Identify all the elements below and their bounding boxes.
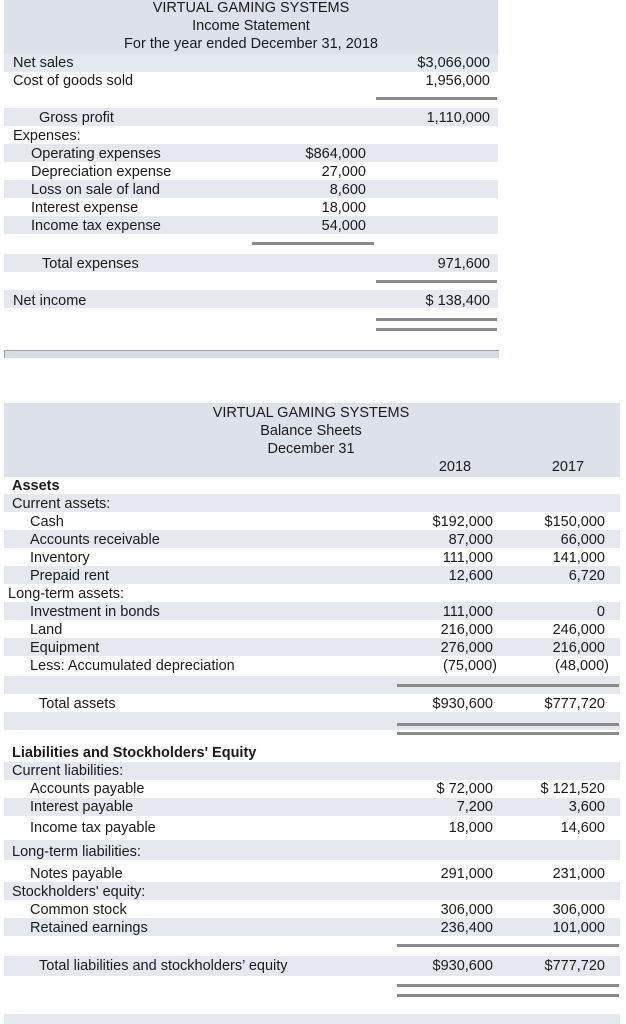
company-name: VIRTUAL GAMING SYSTEMS xyxy=(152,0,350,16)
accounts-payable-2017: $ 121,520 xyxy=(540,781,605,797)
investment-in-bonds-2018: 111,000 xyxy=(442,604,493,620)
cash-2018: $192,000 xyxy=(432,514,493,530)
retained-earnings-2017: 101,000 xyxy=(552,920,605,936)
income-tax-payable-2018: 18,000 xyxy=(448,820,493,836)
common-stock-label: Common stock xyxy=(30,902,127,918)
long-term-liabilities-heading: Long-term liabilities: xyxy=(12,844,141,860)
total-expenses-label: Total expenses xyxy=(42,256,139,272)
stockholders-equity-heading: Stockholders' equity: xyxy=(12,884,146,900)
statement-date: December 31 xyxy=(267,441,355,457)
income-tax-payable-2017: 14,600 xyxy=(560,820,605,836)
double-rule-top xyxy=(397,723,619,726)
subtotal-rule xyxy=(397,944,619,947)
year-2018-header: 2018 xyxy=(438,459,472,475)
notes-payable-label: Notes payable xyxy=(30,866,123,882)
expense-label: Income tax expense xyxy=(31,218,161,234)
year-2017-header: 2017 xyxy=(551,459,585,475)
land-label: Land xyxy=(30,622,63,638)
accounts-receivable-2018: 87,000 xyxy=(448,532,493,548)
double-rule-bottom xyxy=(397,732,619,735)
gross-profit-label: Gross profit xyxy=(39,110,114,126)
interest-payable-2018: 7,200 xyxy=(456,799,493,815)
total-liabilities-equity-label: Total liabilities and stockholders’ equity xyxy=(39,958,288,974)
common-stock-2018: 306,000 xyxy=(440,902,493,918)
row-band xyxy=(4,712,620,730)
accounts-receivable-label: Accounts receivable xyxy=(30,532,160,548)
expense-value: 54,000 xyxy=(321,218,366,234)
expense-value: 18,000 xyxy=(321,200,366,216)
cash-label: Cash xyxy=(30,514,64,530)
long-term-assets-heading: Long-term assets: xyxy=(8,586,125,602)
statement-period: For the year ended December 31, 2018 xyxy=(124,36,378,52)
retained-earnings-2018: 236,400 xyxy=(440,920,493,936)
statement-title: Balance Sheets xyxy=(260,423,362,439)
prepaid-rent-2017: 6,720 xyxy=(568,568,605,584)
investment-in-bonds-label: Investment in bonds xyxy=(30,604,160,620)
accumulated-depreciation-2017: (48,000) xyxy=(554,658,609,674)
net-sales-label: Net sales xyxy=(13,55,74,71)
statement-footer-bar xyxy=(4,350,499,358)
cogs-value: 1,956,000 xyxy=(425,73,490,89)
row-band xyxy=(4,1014,620,1024)
inventory-2017: 141,000 xyxy=(552,550,605,566)
double-rule-bottom xyxy=(397,994,619,997)
subtotal-rule xyxy=(252,242,374,245)
total-liabilities-equity-2017: $777,720 xyxy=(544,958,605,974)
net-income-value: $ 138,400 xyxy=(425,293,490,309)
notes-payable-2018: 291,000 xyxy=(440,866,493,882)
total-assets-2017: $777,720 xyxy=(544,696,605,712)
prepaid-rent-2018: 12,600 xyxy=(448,568,493,584)
accounts-receivable-2017: 66,000 xyxy=(560,532,605,548)
retained-earnings-label: Retained earnings xyxy=(30,920,148,936)
gross-profit-value: 1,110,000 xyxy=(426,110,490,126)
total-assets-label: Total assets xyxy=(39,696,116,712)
common-stock-2017: 306,000 xyxy=(552,902,605,918)
inventory-label: Inventory xyxy=(30,550,90,566)
accumulated-depreciation-2018: (75,000) xyxy=(442,658,497,674)
cogs-label: Cost of goods sold xyxy=(13,73,134,89)
cash-2017: $150,000 xyxy=(544,514,605,530)
total-expenses-value: 971,600 xyxy=(437,256,490,272)
company-name: VIRTUAL GAMING SYSTEMS xyxy=(212,405,410,421)
accounts-payable-2018: $ 72,000 xyxy=(436,781,493,797)
net-income-label: Net income xyxy=(13,293,87,309)
accumulated-depreciation-label: Less: Accumulated depreciation xyxy=(30,658,235,674)
equipment-2018: 276,000 xyxy=(440,640,493,656)
statement-title: Income Statement xyxy=(192,18,310,34)
liabilities-equity-heading: Liabilities and Stockholders' Equity xyxy=(12,745,257,761)
current-assets-heading: Current assets: xyxy=(12,496,111,512)
subtotal-rule xyxy=(376,97,497,100)
income-tax-payable-label: Income tax payable xyxy=(30,820,156,836)
land-2018: 216,000 xyxy=(440,622,493,638)
inventory-2018: 111,000 xyxy=(442,550,493,566)
expense-label: Operating expenses xyxy=(31,146,161,162)
expense-value: 8,600 xyxy=(329,182,366,198)
expense-label: Depreciation expense xyxy=(31,164,172,180)
expense-value: $864,000 xyxy=(305,146,366,162)
expense-label: Interest expense xyxy=(31,200,139,216)
net-sales-value: $3,066,000 xyxy=(417,55,490,71)
current-liabilities-heading: Current liabilities: xyxy=(12,763,124,779)
accounts-payable-label: Accounts payable xyxy=(30,781,145,797)
assets-heading: Assets xyxy=(12,478,60,494)
expense-value: 27,000 xyxy=(321,164,366,180)
double-rule-top xyxy=(376,318,497,321)
expense-label: Loss on sale of land xyxy=(31,182,160,198)
subtotal-rule xyxy=(397,684,619,687)
double-rule-bottom xyxy=(376,328,497,331)
double-rule-top xyxy=(397,984,619,987)
interest-payable-label: Interest payable xyxy=(30,799,134,815)
investment-in-bonds-2017: 0 xyxy=(596,604,605,620)
expenses-heading: Expenses: xyxy=(13,128,81,144)
total-assets-2018: $930,600 xyxy=(432,696,493,712)
interest-payable-2017: 3,600 xyxy=(568,799,605,815)
total-liabilities-equity-2018: $930,600 xyxy=(432,958,493,974)
equipment-label: Equipment xyxy=(30,640,100,656)
equipment-2017: 216,000 xyxy=(552,640,605,656)
prepaid-rent-label: Prepaid rent xyxy=(30,568,109,584)
land-2017: 246,000 xyxy=(552,622,605,638)
subtotal-rule xyxy=(376,280,497,283)
notes-payable-2017: 231,000 xyxy=(552,866,605,882)
